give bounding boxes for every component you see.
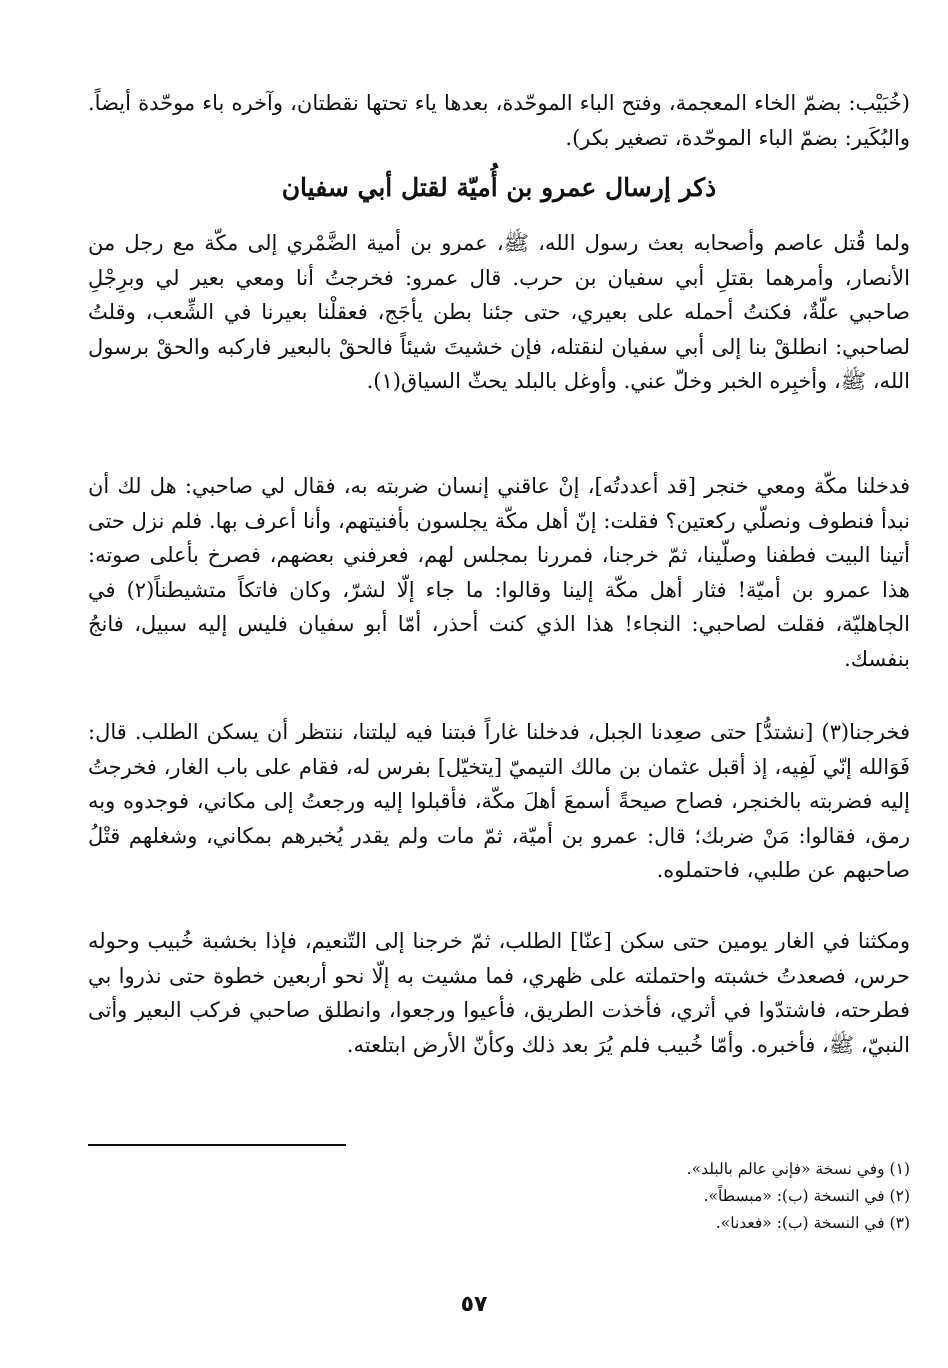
page-number: ٥٧ bbox=[460, 1292, 488, 1317]
footnote-1: (١) وفي نسخة «فإني عالم بالبلد». bbox=[686, 1160, 910, 1178]
intro-note bbox=[88, 86, 910, 155]
paragraph-1 bbox=[88, 226, 910, 399]
footnote-divider bbox=[88, 1144, 346, 1146]
paragraph-text: ومكثنا في الغار يومين حتى سكن [عنّا] الطلب، ثمّ خرجنا إلى التّنعيم، فإذا بخشبة خُبيب وحوله حرس، فصعدتُ خشبته واحتملته على ظهري، فما مشيت به إلّا نحو أربعين خطوة حتى نذروا بي فطرحته، فاشتدّوا في أثري، فأخذت الطريق، فأعيوا ورجعوا، وانطلق صاحبي فركب البعير وأتى النبيّ، ﷺ، فأخبره. وأمّا خُبيب فلم يُرَ بعد ذلك وكأنّ الأرض ابتلعته. bbox=[88, 929, 910, 1057]
footnote-3: (٣) في النسخة (ب): «فعدنا». bbox=[715, 1214, 910, 1232]
section-heading: ذكر إرسال عمرو بن أُميّة لقتل أبي سفيان bbox=[281, 173, 717, 202]
footnotes bbox=[88, 1156, 910, 1237]
paragraph-3 bbox=[88, 715, 910, 888]
paragraph-text: ولما قُتل عاصم وأصحابه بعث رسول الله، ﷺ، عمرو بن أمية الضَّمْري إلى مكّة مع رجل من الأنصار، وأمرهما بقتلِ أبي سفيان بن حرب. قال عمرو: فخرجتُ أنا ومعي بعير لي وبرِجْلِ صاحبي علّةٌ، فكنتُ أحمله على بعيري، حتى جئنا بطن يأجَج، فعقلْنا بعيرنا في الشِّعب، وقلتُ لصاحبي: انطلقْ بنا إلى أبي سفيان لنقتله، فإن خشيتَ شيئاً فالحقْ بالبعير فاركبه والحقْ برسول الله، ﷺ، وأخبِره الخبر وخلّ عني. وأوغل بالبلد يحثّ السياق(١). bbox=[88, 231, 910, 393]
intro-text: (خُبَيْب: بضمّ الخاء المعجمة، وفتح الباء الموحّدة، بعدها ياء تحتها نقطتان، وآخره باء موحّدة أيضاً. والبُكَير: بضمّ الباء الموحّدة، تصغير بكر). bbox=[88, 91, 910, 150]
paragraph-4 bbox=[88, 924, 910, 1062]
paragraph-text: فدخلنا مكّة ومعي خنجر [قد أعددتُه]، إنْ عاقني إنسان ضربته به، فقال لي صاحبي: هل لك أن نبدأ فنطوف ونصلّي ركعتين؟ فقلت: إنّ أهل مكّة يجلسون بأفنيتهم، وأنا أعرف بها. فلم نزل حتى أتينا البيت فطفنا وصلّينا، ثمّ خرجنا، فمررنا بمجلس لهم، فعرفني بعضهم، فصرخ بأعلى صوته: هذا عمرو بن أميّة! فثار أهل مكّة إلينا وقالوا: ما جاء إلّا لشرّ، وكان فاتكاً متشيطناً(٢) في الجاهليّة، فقلت لصاحبي: النجاء! هذا الذي كنت أحذر، أمّا أبو سفيان فليس إليه سبيل، فانجُ بنفسك. bbox=[88, 474, 910, 671]
paragraph-2 bbox=[88, 469, 910, 676]
footnote-2: (٢) في النسخة (ب): «مبسطاً». bbox=[703, 1187, 910, 1205]
paragraph-text: فخرجنا(٣) [نشتدُّ] حتى صعِدنا الجبل، فدخلنا غاراً فبتنا فيه ليلتنا، ننتظر أن يسكن الطلب. قال: فَوَالله إنّي لَفِيه، إذ أقبل عثمان بن مالك التيميّ [يتخيّل] بفرس له، فقام على باب الغار، فخرجتُ إليه فضربته بالخنجر، فصاح صيحةً أسمعَ أهلَ مكّة، فأقبلوا إليه ورجعتُ إلى مكاني، فوجدوه وبه رمق، فقالوا: مَنْ ضربك؛ قال: عمرو بن أميّة، ثمّ مات ولم يقدر يُخبرهم بمكاني، وشغلهم قتْلُ صاحبهم عن طلبي، فاحتملوه. bbox=[88, 720, 910, 882]
